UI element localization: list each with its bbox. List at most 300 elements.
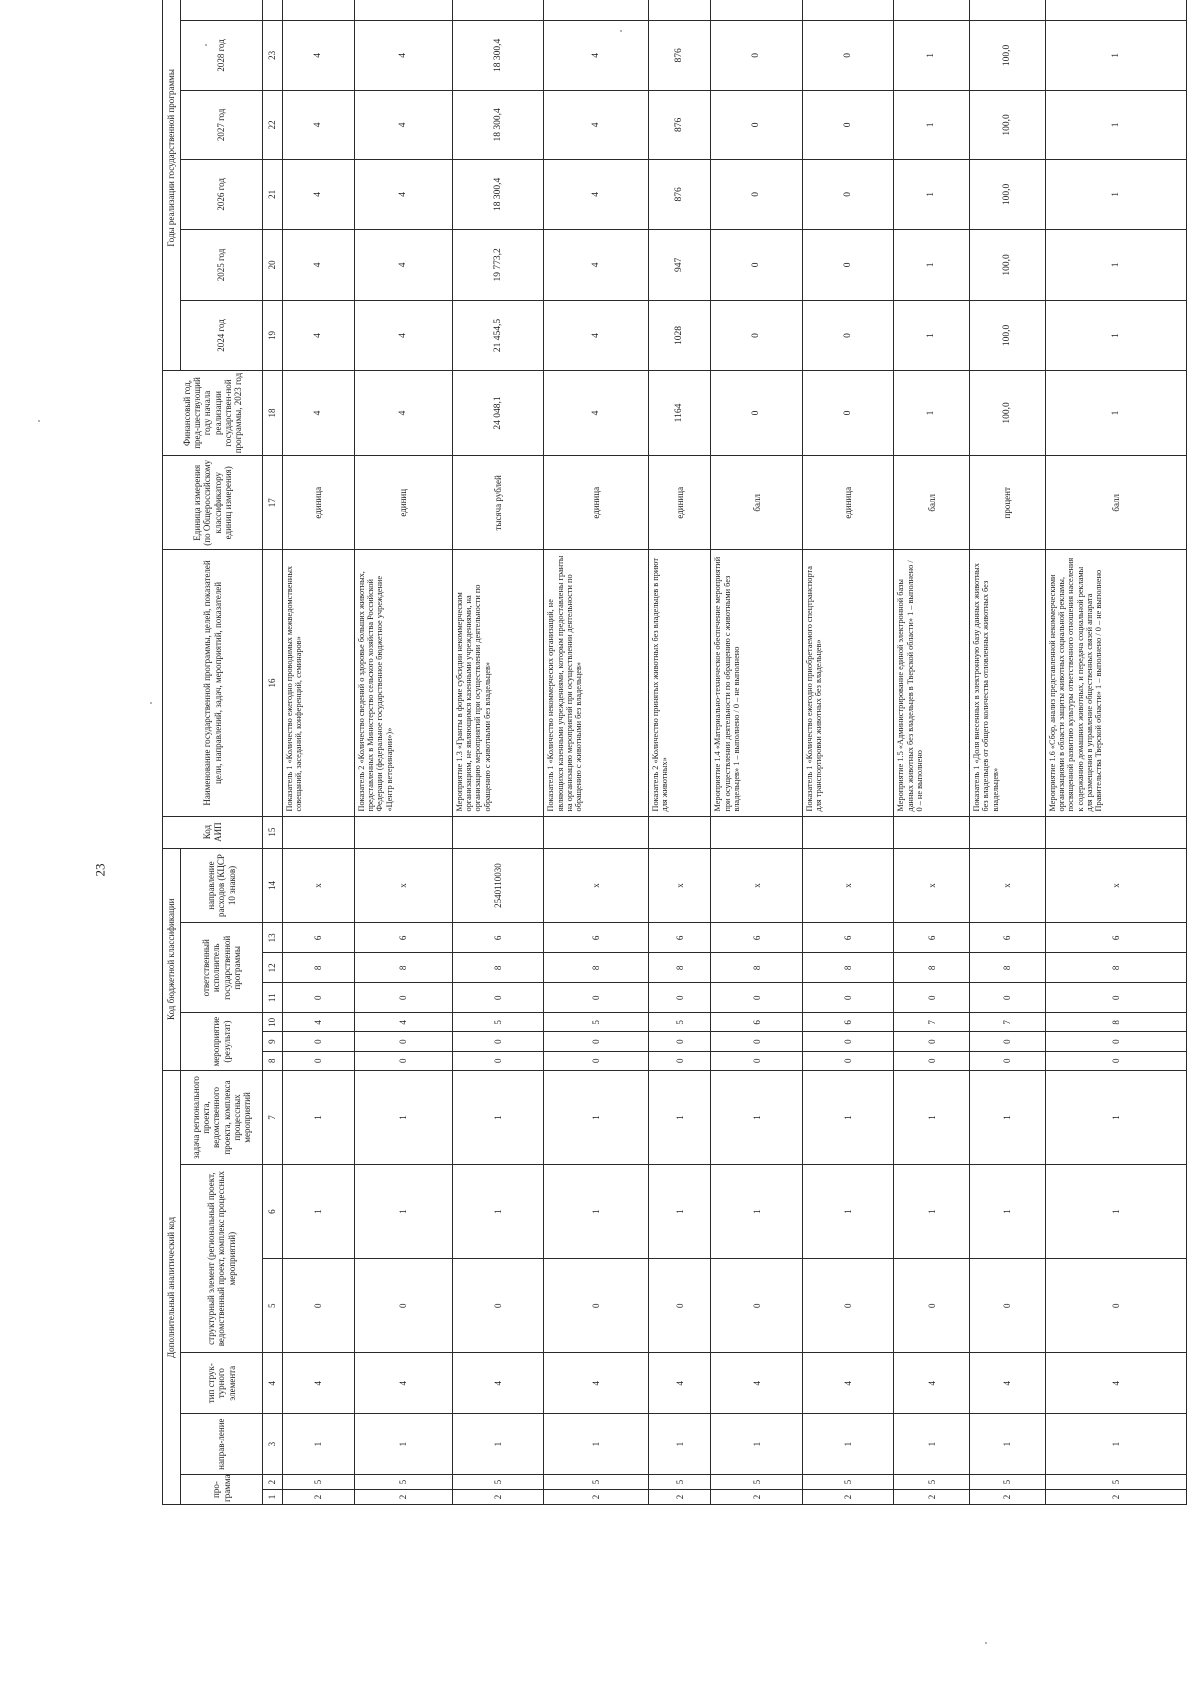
code-cell: 0 [544,983,649,1013]
name-cell: Показатель 1 «Количество некоммерческих организаций, не являющихся казенными учреждениями, которым предоставлены гранты на организацию мероприятий при осуществлении деятельности по обращению с животными без владельцев» [544,550,649,816]
code-cell: 1 [802,1070,893,1164]
code-cell: 2540110030 [452,848,543,923]
code-cell: 0 [354,1259,452,1353]
column-number: 23 [263,21,283,90]
code-cell: 0 [894,1032,970,1051]
code-cell: 8 [452,953,543,983]
name-cell: Мероприятие 1.5 «Администрирование единой электронной базы данных животных без владельцев в Тверской области» 1 – выполнено / 0 – не выполнено [894,550,970,816]
code-cell: 1 [711,1165,802,1259]
base-year-value-cell: 0 [802,370,893,456]
page-number: 23 [92,863,108,877]
header-program: про-грамма [181,1475,263,1505]
code-cell [544,816,649,848]
code-cell: 4 [283,1353,355,1414]
year-value-cell: 0 [711,90,802,159]
year-value-cell: 1 [894,160,970,229]
code-cell: 0 [648,1259,711,1353]
year-value-cell: 1 [894,301,970,370]
code-cell: 0 [970,983,1046,1013]
year-value-cell: 1 [1045,160,1186,229]
code-cell: 1 [648,1165,711,1259]
code-cell [648,816,711,848]
code-cell: 2 [283,1490,355,1505]
code-cell: 1 [711,1070,802,1164]
column-number: 8 [263,1051,283,1070]
code-cell: 8 [894,953,970,983]
table-row [283,0,355,1505]
code-cell: 2 [894,1490,970,1505]
table-row [802,0,893,1505]
code-cell: 0 [283,983,355,1013]
year-value-cell: 4 [354,90,452,159]
column-number: 10 [263,1013,283,1032]
code-cell: 1 [283,1414,355,1475]
unit-cell: балл [894,456,970,550]
column-number: 17 [263,456,283,550]
header-year-2029 [181,0,263,21]
code-cell: 1 [970,1165,1046,1259]
code-cell: 0 [970,1259,1046,1353]
year-value-cell: 21 454,5 [452,301,543,370]
header-name: Наименование государственной программы, целей, показателей цели, направлений, задач, мероприятий, показателей [163,550,263,816]
column-number: 7 [263,1070,283,1164]
year-value-cell: 100,0 [970,229,1046,301]
code-cell: 1 [544,1165,649,1259]
year-value-cell: 1028 [648,301,711,370]
code-cell: 0 [354,1051,452,1070]
header-year-2024: 2024 год [181,301,263,370]
code-cell: 8 [283,953,355,983]
table-row [354,0,452,1505]
year-value-cell: 4 [544,21,649,90]
code-cell [894,816,970,848]
base-year-value-cell: 100,0 [970,370,1046,456]
code-cell: 1 [354,1414,452,1475]
code-cell: 6 [452,923,543,953]
year-value-cell [894,0,970,21]
year-value-cell [970,0,1046,21]
code-cell: 5 [544,1013,649,1032]
column-number: 11 [263,983,283,1013]
year-value-cell: 0 [711,229,802,301]
column-number: 9 [263,1032,283,1051]
base-year-value-cell: 4 [354,370,452,456]
code-cell: x [711,848,802,923]
code-cell [283,816,355,848]
year-value-cell: 0 [802,90,893,159]
code-cell: 5 [711,1475,802,1490]
name-cell: Показатель 1 «Доля внесенных в электронную базу данных животных без владельцев от общего количества отловленных животных без владельцев» [970,550,1046,816]
code-cell: 1 [452,1414,543,1475]
rotated-table-container [162,0,1187,1505]
year-value-cell: 4 [544,160,649,229]
code-cell: 5 [802,1475,893,1490]
code-cell: 4 [970,1353,1046,1414]
base-year-value-cell: 4 [544,370,649,456]
column-number: 21 [263,160,283,229]
year-value-cell: 0 [802,229,893,301]
code-cell: 6 [802,1013,893,1032]
header-struct-element: структурный элемент (региональный проект, ведомственный проект, комплекс процессных мероприятий) [181,1165,263,1353]
name-cell: Мероприятие 1.3 «Гранты в форме субсидии некоммерческим организациям, не являющимся казенными учреждениями, на организацию мероприятий при осуществлении деятельности по обращению с животными без владельцев» [452,550,543,816]
header-year-2025: 2025 год [181,229,263,301]
header-task: задача регионального проекта, ведомственного проекта, комплекса процессных мероприятий [181,1070,263,1164]
code-cell: 1 [354,1070,452,1164]
year-value-cell [354,0,452,21]
code-cell: x [894,848,970,923]
code-cell: 7 [970,1013,1046,1032]
column-number: 3 [263,1414,283,1475]
code-cell: 5 [648,1013,711,1032]
year-value-cell: 0 [802,21,893,90]
column-number: 1 [263,1490,283,1505]
year-value-cell: 1 [1045,229,1186,301]
code-cell: 6 [544,923,649,953]
code-cell: 5 [970,1475,1046,1490]
code-cell: 6 [354,923,452,953]
year-value-cell: 100,0 [970,160,1046,229]
code-cell: x [802,848,893,923]
year-value-cell: 1 [894,90,970,159]
code-cell: 6 [802,923,893,953]
unit-cell: процент [970,456,1046,550]
code-cell: 1 [354,1165,452,1259]
scan-speck [985,1642,987,1644]
code-cell: 4 [1045,1353,1186,1414]
column-number [263,0,283,21]
column-number-row [263,0,283,1505]
base-year-value-cell: 24 048,1 [452,370,543,456]
code-cell: 6 [648,923,711,953]
year-value-cell: 100,0 [970,301,1046,370]
code-cell: 0 [283,1259,355,1353]
year-value-cell: 4 [283,90,355,159]
name-cell: Показатель 2 «Количество принятых животных без владельцев в приют для животных» [648,550,711,816]
code-cell: 0 [452,983,543,1013]
code-cell: 0 [1045,1051,1186,1070]
base-year-value-cell: 1164 [648,370,711,456]
code-cell: 2 [648,1490,711,1505]
year-value-cell: 0 [802,160,893,229]
code-cell: 7 [894,1013,970,1032]
column-number: 4 [263,1353,283,1414]
column-number: 19 [263,301,283,370]
code-cell: 6 [1045,923,1186,953]
code-cell: 2 [354,1490,452,1505]
year-value-cell: 0 [711,21,802,90]
year-value-cell: 4 [283,160,355,229]
code-cell: x [354,848,452,923]
year-value-cell: 1 [1045,90,1186,159]
code-cell: 8 [354,953,452,983]
unit-cell: единица [283,456,355,550]
year-value-cell [544,0,649,21]
code-cell: 0 [452,1259,543,1353]
header-aip-code: Код АИП [163,816,263,848]
table-row [544,0,649,1505]
header-year-2026: 2026 год [181,160,263,229]
column-number: 18 [263,370,283,456]
name-cell: Показатель 2 «Количество сведений о здоровье больших животных, представленных в Министерство сельского хозяйства Российской Федерации (федеральное государственное бюджетное учреждение «Центр ветеринарии»)» [354,550,452,816]
header-budget-code: Код бюджетной классификации [163,848,181,1070]
code-cell: 1 [452,1165,543,1259]
year-value-cell: 876 [648,90,711,159]
column-number: 12 [263,953,283,983]
code-cell: 0 [354,1032,452,1051]
code-cell: 8 [1045,1013,1186,1032]
code-cell: 1 [802,1414,893,1475]
year-value-cell: 1 [894,229,970,301]
code-cell: 0 [283,1051,355,1070]
year-value-cell: 4 [544,229,649,301]
header-years-group: Годы реализации государственной программы [163,0,181,370]
table-row [894,0,970,1505]
code-cell [1045,816,1186,848]
code-cell: 0 [894,1051,970,1070]
code-cell: 4 [711,1353,802,1414]
header-analytic-code: Дополнительный аналитический код [163,1070,181,1504]
code-cell: 2 [711,1490,802,1505]
code-cell: 5 [648,1475,711,1490]
code-cell: 1 [894,1165,970,1259]
unit-cell: единица [648,456,711,550]
code-cell: 5 [452,1013,543,1032]
code-cell: 0 [894,1259,970,1353]
year-value-cell [711,0,802,21]
code-cell: 4 [648,1353,711,1414]
year-value-cell: 0 [711,160,802,229]
code-cell: x [648,848,711,923]
year-value-cell: 1 [894,21,970,90]
code-cell: 0 [648,1051,711,1070]
code-cell: 0 [544,1032,649,1051]
code-cell: 4 [452,1353,543,1414]
code-cell: 1 [1045,1165,1186,1259]
code-cell: 5 [354,1475,452,1490]
year-value-cell [452,0,543,21]
unit-cell: балл [711,456,802,550]
year-value-cell: 18 300,4 [452,21,543,90]
code-cell: 1 [711,1414,802,1475]
year-value-cell: 100,0 [970,21,1046,90]
column-number: 20 [263,229,283,301]
code-cell: x [283,848,355,923]
column-number: 22 [263,90,283,159]
base-year-value-cell: 1 [1045,370,1186,456]
year-value-cell: 876 [648,21,711,90]
year-value-cell: 4 [544,90,649,159]
code-cell: 0 [452,1032,543,1051]
year-value-cell [802,0,893,21]
code-cell: 0 [544,1259,649,1353]
program-indicators-table [162,0,1187,1505]
code-cell: 0 [970,1051,1046,1070]
year-value-cell: 0 [711,301,802,370]
code-cell: 0 [648,983,711,1013]
code-cell: 2 [802,1490,893,1505]
code-cell: 8 [544,953,649,983]
code-cell: 5 [894,1475,970,1490]
code-cell: 1 [544,1070,649,1164]
header-expense: направление расходов (КЦСР 10 знаков) [181,848,263,923]
year-value-cell: 4 [354,229,452,301]
code-cell: 1 [970,1070,1046,1164]
code-cell: 0 [970,1032,1046,1051]
header-year-2027: 2027 год [181,90,263,159]
code-cell: 8 [711,953,802,983]
year-value-cell: 1 [1045,21,1186,90]
column-number: 16 [263,550,283,816]
code-cell: 0 [711,1032,802,1051]
code-cell: 1 [283,1165,355,1259]
code-cell: 2 [452,1490,543,1505]
column-number: 13 [263,923,283,953]
code-cell [452,816,543,848]
year-value-cell: 4 [354,301,452,370]
code-cell: 6 [970,923,1046,953]
code-cell: 0 [894,983,970,1013]
code-cell: 5 [544,1475,649,1490]
year-value-cell: 1 [1045,301,1186,370]
code-cell: 2 [970,1490,1046,1505]
name-cell: Мероприятие 1.6 «Сбор, анализ представленной некоммерческими организациями в области защиты животных социальной рекламы, посвященной развитию культуры ответственного отношения населения к содержанию домашних животных, и передача социальной рекламы для размещения в управление общественных связей аппарата Правительства Тверской области» 1 – выполнено / 0 – не выполнено [1045,550,1186,816]
code-cell: 4 [354,1353,452,1414]
year-value-cell: 876 [648,160,711,229]
code-cell: 0 [802,1032,893,1051]
code-cell: 0 [354,983,452,1013]
code-cell: 1 [648,1414,711,1475]
scan-speck [150,702,152,704]
header-struct-type: тип струк-турного элемента [181,1353,263,1414]
column-number: 5 [263,1259,283,1353]
column-number: 14 [263,848,283,923]
code-cell: 8 [970,953,1046,983]
code-cell: 0 [1045,1032,1186,1051]
year-value-cell: 100,0 [970,90,1046,159]
table-row [1045,0,1186,1505]
table-row [452,0,543,1505]
code-cell: 8 [802,953,893,983]
table-row [648,0,711,1505]
code-cell: 2 [1045,1490,1186,1505]
code-cell: 0 [544,1051,649,1070]
code-cell: 0 [1045,983,1186,1013]
code-cell [711,816,802,848]
base-year-value-cell: 1 [894,370,970,456]
column-number: 6 [263,1165,283,1259]
code-cell [970,816,1046,848]
year-value-cell: 4 [544,301,649,370]
year-value-cell [283,0,355,21]
unit-cell: балл [1045,456,1186,550]
header-financial-year: Финансовый год, пред-шествующий году начала реализации государствен-ной программы, 2023 год [163,370,263,456]
table-row [711,0,802,1505]
code-cell: 0 [648,1032,711,1051]
scan-speck [38,420,40,422]
unit-cell: единиц [354,456,452,550]
code-cell: 1 [283,1070,355,1164]
code-cell: 1 [894,1070,970,1164]
code-cell: 0 [1045,1259,1186,1353]
column-number: 15 [263,816,283,848]
code-cell: 6 [711,1013,802,1032]
header-event: мероприятие (результат) [181,1013,263,1071]
code-cell: 5 [1045,1475,1186,1490]
year-value-cell [648,0,711,21]
year-value-cell: 4 [354,21,452,90]
code-cell: 4 [544,1353,649,1414]
header-year-2028: 2028 год [181,21,263,90]
table-row [970,0,1046,1505]
code-cell: 0 [802,1259,893,1353]
name-cell: Показатель 1 «Количество ежегодно приобретаемого спецтранспорта для транспортировки животных без владельцев» [802,550,893,816]
year-value-cell [1045,0,1186,21]
code-cell: 1 [1045,1414,1186,1475]
code-cell: 4 [354,1013,452,1032]
year-value-cell: 4 [283,229,355,301]
code-cell: 1 [452,1070,543,1164]
code-cell: x [544,848,649,923]
code-cell: 4 [802,1353,893,1414]
code-cell: 2 [544,1490,649,1505]
code-cell [802,816,893,848]
year-value-cell: 4 [354,160,452,229]
code-cell: 5 [283,1475,355,1490]
code-cell: 6 [283,923,355,953]
code-cell: 0 [711,1051,802,1070]
year-value-cell: 4 [283,301,355,370]
base-year-value-cell: 0 [711,370,802,456]
code-cell: 1 [1045,1070,1186,1164]
column-number: 2 [263,1475,283,1490]
name-cell: Мероприятие 1.4 «Материально-техническое обеспечение мероприятий при осуществлении деятельности по обращению с животными без владельцев» 1 – выполнено / 0 – не выполнено [711,550,802,816]
name-cell: Показатель 1 «Количество ежегодно проводимых межведомственных совещаний, заседаний, конференций, семинаров» [283,550,355,816]
year-value-cell: 19 773,2 [452,229,543,301]
code-cell: 1 [648,1070,711,1164]
code-cell: x [970,848,1046,923]
year-value-cell: 947 [648,229,711,301]
code-cell [354,816,452,848]
unit-cell: тысяча рублей [452,456,543,550]
code-cell: 0 [452,1051,543,1070]
code-cell: 4 [894,1353,970,1414]
year-value-cell: 4 [283,21,355,90]
code-cell: 0 [711,1259,802,1353]
code-cell: 1 [802,1165,893,1259]
table-body [283,0,1187,1505]
code-cell: 6 [711,923,802,953]
unit-cell: единица [802,456,893,550]
base-year-value-cell: 4 [283,370,355,456]
code-cell: 0 [802,983,893,1013]
code-cell: 0 [283,1032,355,1051]
year-value-cell: 0 [802,301,893,370]
code-cell: 4 [283,1013,355,1032]
header-executor: ответственный исполнитель государственной программы [181,923,263,1013]
code-cell: 1 [894,1414,970,1475]
code-cell: 1 [970,1414,1046,1475]
header-direction: направ-ление [181,1414,263,1475]
code-cell: 8 [1045,953,1186,983]
code-cell: 0 [802,1051,893,1070]
unit-cell: единица [544,456,649,550]
code-cell: 6 [894,923,970,953]
code-cell: 0 [711,983,802,1013]
code-cell: x [1045,848,1186,923]
year-value-cell: 18 300,4 [452,90,543,159]
year-value-cell: 18 300,4 [452,160,543,229]
code-cell: 8 [648,953,711,983]
